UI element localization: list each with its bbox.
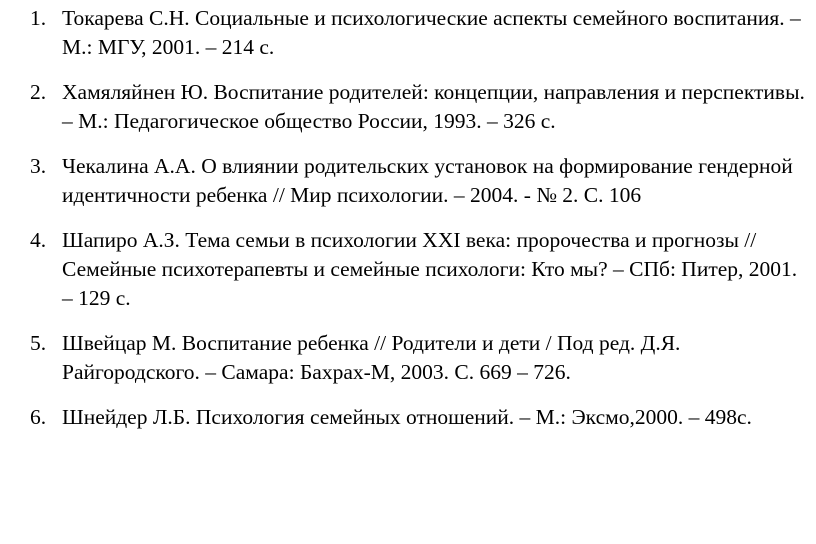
list-item-text: Токарева С.Н. Социальные и психологические аспекты семейного воспитания. – М.: МГУ, 2001. – 214 с. [62,6,801,59]
list-item-number: 2. [30,80,47,104]
list-item-number: 1. [30,6,47,30]
reference-list [30,4,810,448]
list-item-number: 6. [30,405,47,429]
list-item-number: 5. [30,331,47,355]
list-item [30,226,810,313]
list-item-text: Хамяляйнен Ю. Воспитание родителей: концепции, направления и перспективы. – М.: Педагогическое общество России, 1993. – 326 с. [62,80,805,133]
list-item-text: Шапиро А.З. Тема семьи в психологии XXI века: пророчества и прогнозы // Семейные психотерапевты и семейные психологи: Кто мы? – СПб: Питер, 2001. – 129 с. [62,228,798,310]
list-item [30,329,810,387]
list-item-text: Чекалина А.А. О влиянии родительских установок на формирование гендерной идентичности ребенка // Мир психологии. – 2004. - № 2. С. 106 [62,154,793,207]
list-item [30,4,810,62]
list-item [30,403,810,432]
list-item-text: Швейцар М. Воспитание ребенка // Родители и дети / Под ред. Д.Я. Райгородского. – Самара: Бахрах-М, 2003. С. 669 – 726. [62,331,681,384]
list-item [30,152,810,210]
list-item-number: 3. [30,154,47,178]
list-item [30,78,810,136]
list-item-text: Шнейдер Л.Б. Психология семейных отношений. – М.: Эксмо,2000. – 498с. [62,405,752,429]
list-item-number: 4. [30,228,47,252]
